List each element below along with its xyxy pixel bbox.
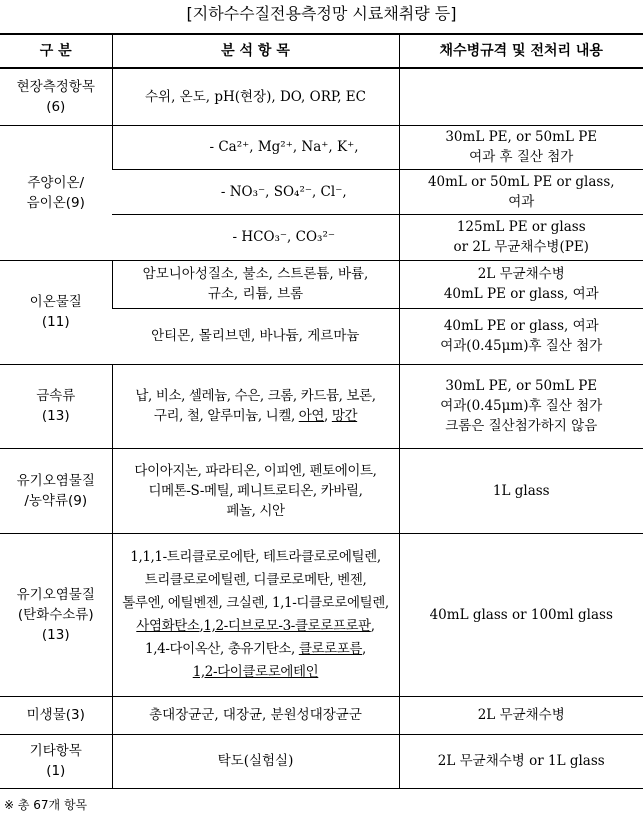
header-category: 구 분 [0,34,112,68]
category-count: (6) [46,98,66,115]
category-cell [0,533,112,696]
sampling-table [0,33,643,789]
category-label: 이온물질 [29,294,82,310]
category-label: 금속류 [36,388,76,404]
container-line: 크롬은 질산첨가하지 않음 [445,418,598,434]
table-row [0,533,643,696]
items-cell [112,448,399,533]
items-line: 1,2-다이클로로에테인 [192,663,319,680]
container-cell: 1L glass [399,448,643,533]
container-line: 40mL or 50mL PE or glass, [427,173,615,190]
table-row [0,68,643,125]
category-count: (11) [41,314,70,330]
container-cell [399,214,643,260]
category-count: (13) [41,408,70,424]
items-text: , [324,408,332,424]
items-line: 암모니아성질소, 불소, 스트론튬, 바륨, [142,266,369,282]
category-label: 기타항목 [29,743,82,759]
items-text: 망간 [331,408,358,424]
items-text: 구리, 철, 알루미늄, 니켈, [153,408,299,424]
container-line: 2L 무균채수병 [477,266,565,282]
container-cell: 2L 무균채수병 [399,696,643,734]
items-line: 1,1,1-트리클로로에탄, 테트라클로로에틸렌, [130,548,381,565]
category-cell [0,734,112,788]
container-line: 40mL PE or glass, 여과 [443,286,599,302]
container-cell [399,260,643,308]
items-cell: - Ca²⁺, Mg²⁺, Na⁺, K⁺, [112,125,399,169]
category-label: 유기오염물질 [16,586,95,603]
category-cell: 미생물(3) [0,696,112,734]
items-text: 아연 [298,408,325,424]
category-cell [0,125,112,260]
items-cell: 수위, 온도, pH(현장), DO, ORP, EC [112,68,399,125]
items-text: , [362,640,366,657]
header-items: 분 석 항 목 [112,34,399,68]
table-row [0,125,643,169]
items-text: , [370,617,375,634]
category-label: 주양이온/ [27,174,85,191]
items-line: 페놀, 시안 [226,502,285,519]
container-cell: 40mL glass or 100ml glass [399,533,643,696]
items-text: , [199,617,204,634]
items-cell [112,533,399,696]
items-cell: - HCO₃⁻, CO₃²⁻ [112,214,399,260]
items-line: 디메톤-S-메틸, 페니트로티온, 카바릴, [148,482,363,499]
category-cell [0,68,112,125]
container-cell [399,308,643,364]
category-count: (13) [41,626,70,643]
container-line: 여과 후 질산 첨가 [469,149,574,165]
footnote: ※ 총 67개 항목 [4,798,88,812]
items-cell [112,260,399,308]
container-cell [399,364,643,448]
table-row [0,260,643,308]
items-line [116,638,396,661]
items-cell: 탁도(실험실) [112,734,399,788]
container-line: 30mL PE, or 50mL PE [445,378,598,394]
container-cell [399,169,643,214]
container-line: 125mL PE or glass [456,219,586,235]
category-cell [0,364,112,448]
category-label: 음이온(9) [26,194,85,211]
category-cell [0,448,112,533]
category-count: (1) [46,763,66,779]
items-line [116,406,396,426]
header-row [0,34,643,68]
items-text: 사염화탄소 [136,617,200,634]
container-cell [399,68,643,125]
items-line: 다이아지논, 파라티온, 이피엔, 펜토에이트, [134,462,377,479]
items-cell: 안티몬, 몰리브덴, 바나듐, 게르마늄 [112,308,399,364]
items-text: 1,4-다이옥산, 총유기탄소, [145,640,299,657]
table-row [0,448,643,533]
container-line: 여과 [508,193,535,210]
items-line: 톨루엔, 에틸벤젠, 크실렌, 1,1-디클로로에틸렌, [122,594,389,611]
table-title: [지하수수질전용측정망 시료채취량 등] [186,4,457,23]
container-line: 여과(0.45μm)후 질산 첨가 [440,338,603,354]
container-cell: 2L 무균채수병 or 1L glass [399,734,643,788]
items-text: 1,2-디브로모-3-클로로프로판 [203,617,371,634]
table-row [0,364,643,448]
table-row [0,696,643,734]
category-label: 유기오염물질 [16,472,95,489]
container-line: 30mL PE, or 50mL PE [445,129,598,145]
items-cell [112,364,399,448]
items-line: 트리클로로에틸렌, 디클로로메탄, 벤젠, [144,571,367,588]
items-cell: 총대장균군, 대장균, 분원성대장균군 [112,696,399,734]
items-text: 클로로포름 [298,640,363,657]
items-line [116,615,396,638]
table-row [0,734,643,788]
items-cell: - NO₃⁻, SO₄²⁻, Cl⁻, [112,169,399,214]
container-line: 40mL PE or glass, 여과 [443,318,599,334]
items-line: 납, 비소, 셀레늄, 수은, 크롬, 카드뮴, 보론, [135,388,376,404]
category-label: (탄화수소류) [17,606,94,623]
category-label: 현장측정항목 [16,78,95,95]
category-label: /농약류(9) [24,492,88,509]
category-cell [0,260,112,364]
container-cell [399,125,643,169]
header-container: 채수병규격 및 전처리 내용 [399,34,643,68]
container-line: 여과(0.45μm)후 질산 첨가 [440,398,603,414]
items-line: 규소, 리튬, 브롬 [207,286,304,302]
container-line: or 2L 무균채수병(PE) [453,239,589,255]
